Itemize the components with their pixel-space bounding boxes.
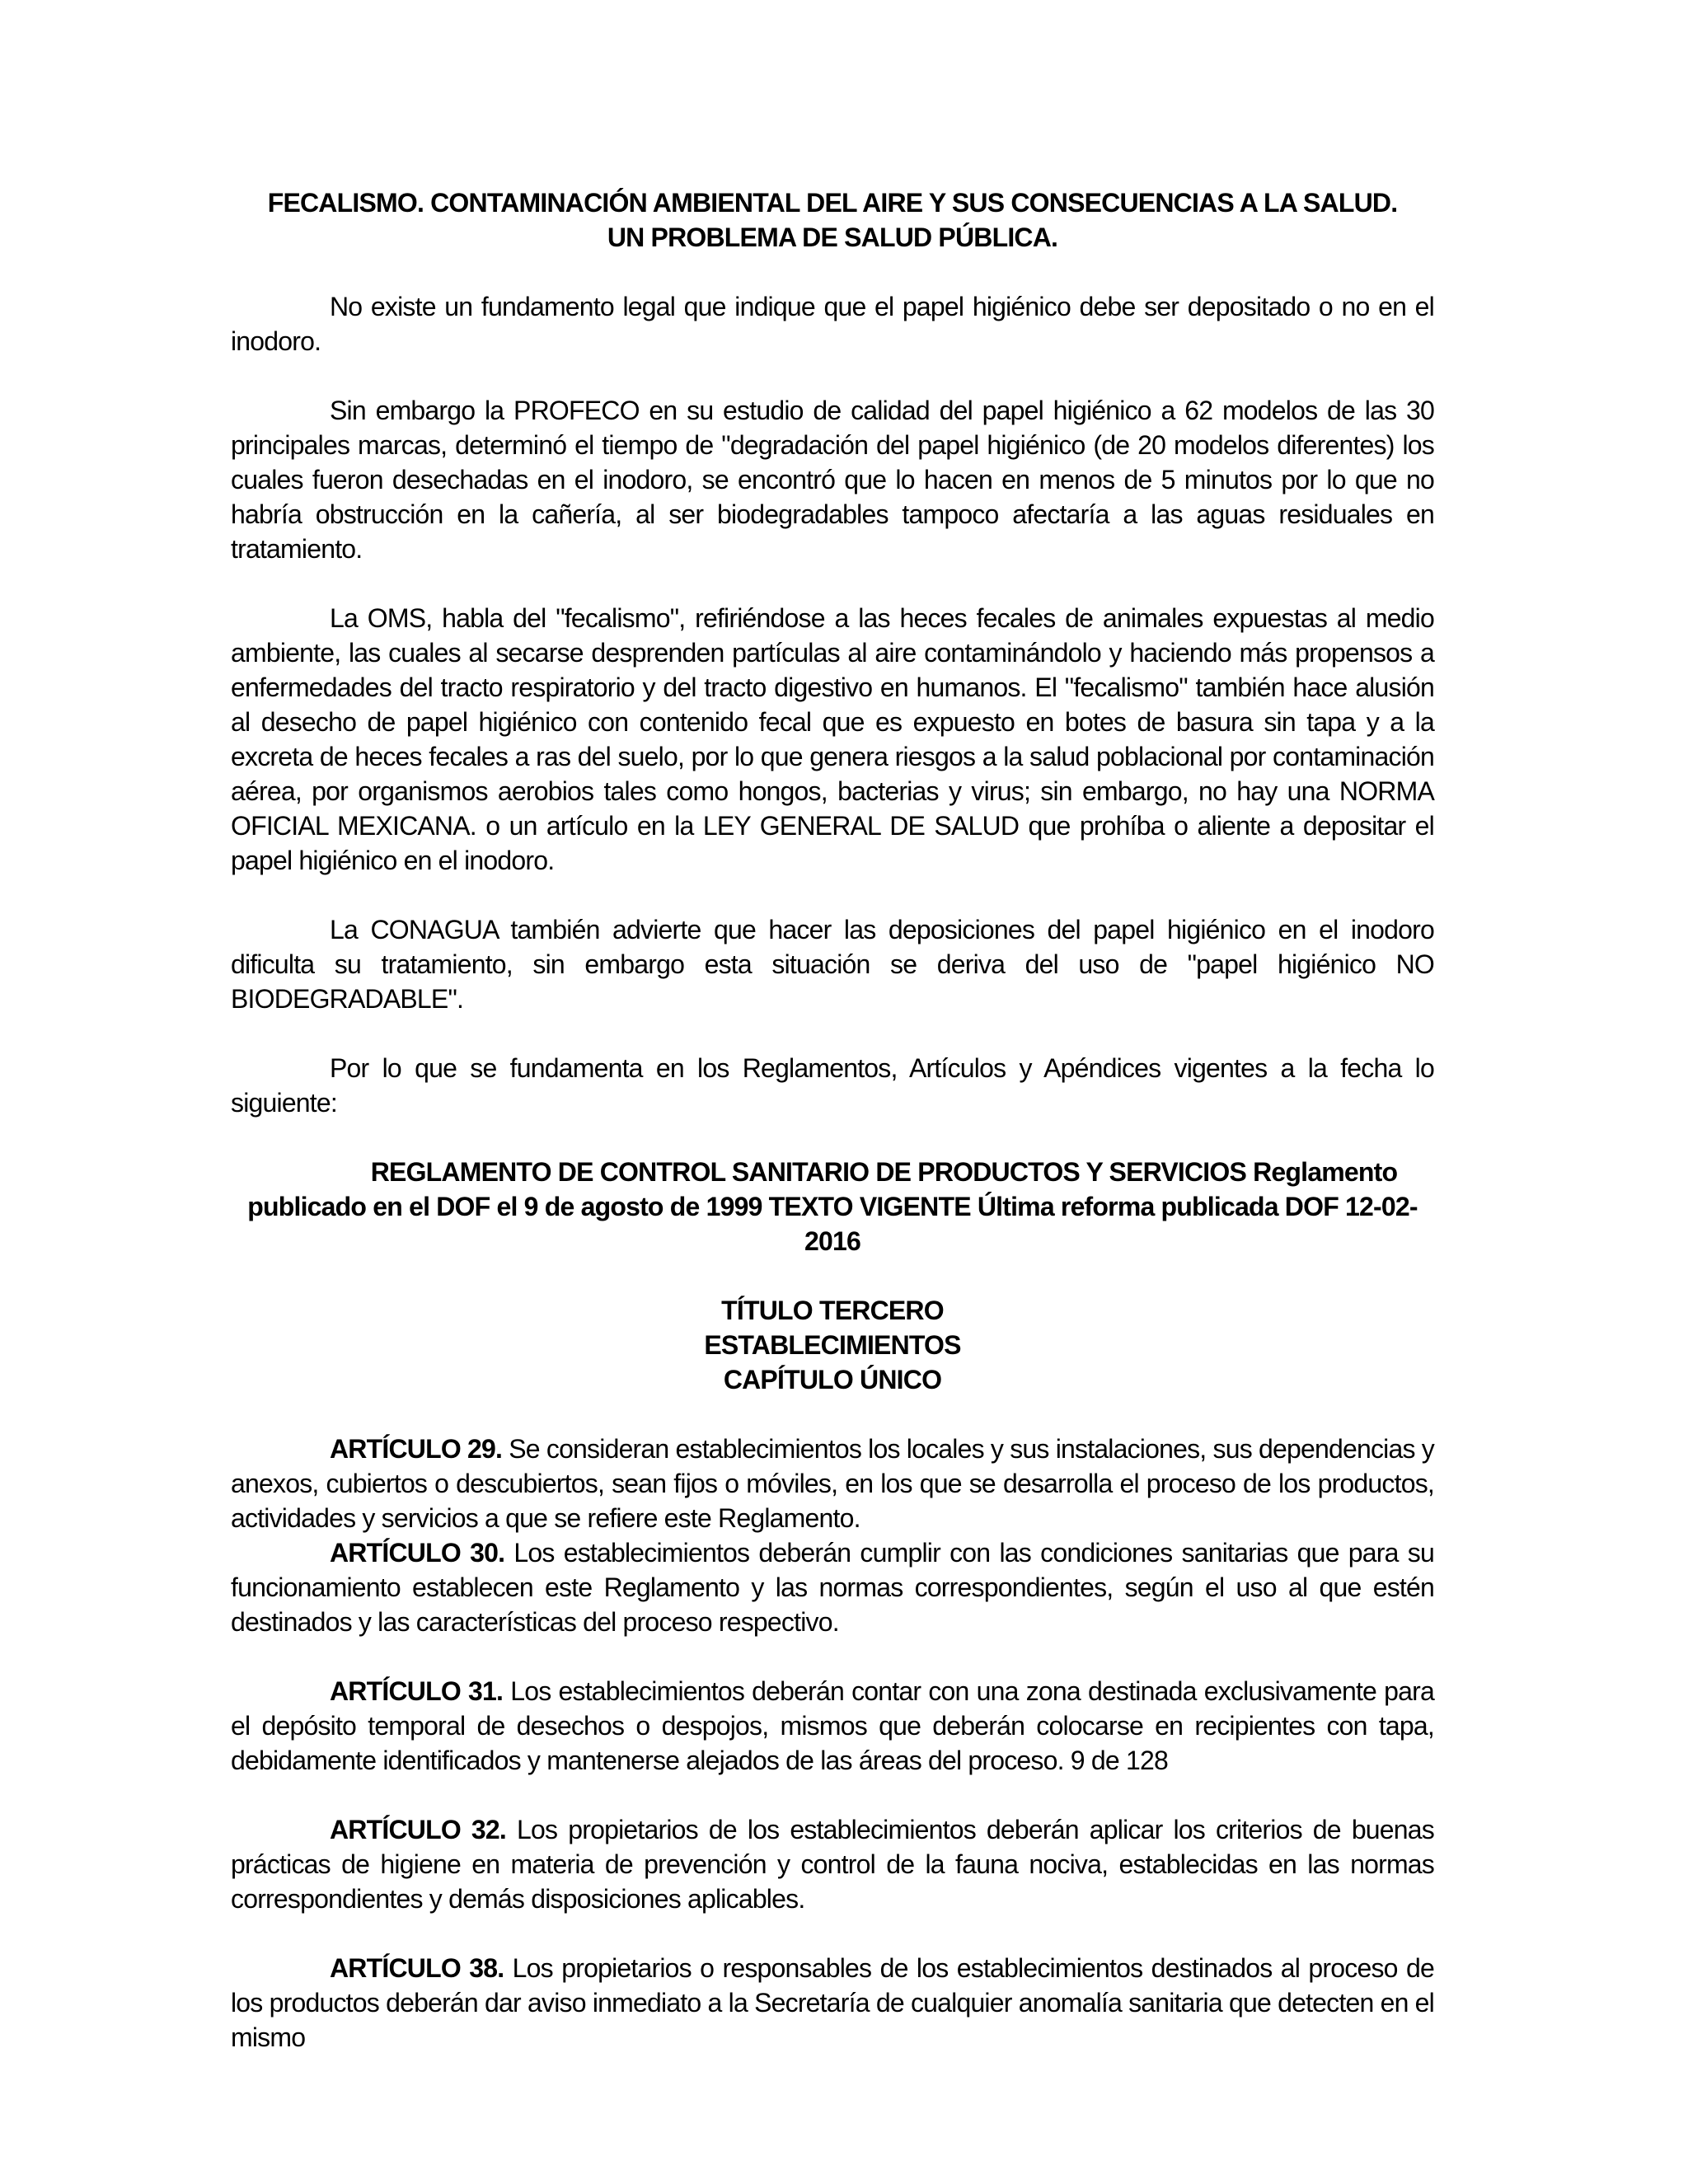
article-29-label: ARTÍCULO 29. bbox=[330, 1434, 503, 1464]
article-32-text: Los propietarios de los establecimientos deberán aplicar los criterios de buenas prácticas de higiene en materia de prevención y control de la fauna nociva, establecidas en las normas correspondientes y demás disposiciones aplicables. bbox=[231, 1815, 1434, 1914]
document-body bbox=[231, 185, 1434, 2055]
paragraph-oms: La OMS, habla del "fecalismo", refiriéndose a las heces fecales de animales expuestas al medio ambiente, las cuales al secarse desprenden partículas al aire contaminándolo y haciendo más propensos a enfermedades del tracto respiratorio y del tracto digestivo en humanos. El "fecalismo" también hace alusión al desecho de papel higiénico con contenido fecal que es expuesto en botes de basura sin tapa y a la excreta de heces fecales a ras del suelo, por lo que genera riesgos a la salud poblacional por contaminación aérea, por organismos aerobios tales como hongos, bacterias y virus; sin embargo, no hay una NORMA OFICIAL MEXICANA. o un artículo en la LEY GENERAL DE SALUD que prohíba o aliente a depositar el papel higiénico en el inodoro. bbox=[231, 603, 1434, 875]
paragraph-fundamento: Por lo que se fundamenta en los Reglamentos, Artículos y Apéndices vigentes a la fecha lo siguiente: bbox=[231, 1053, 1434, 1118]
article-31-label: ARTÍCULO 31. bbox=[330, 1676, 504, 1706]
article-32-label: ARTÍCULO 32. bbox=[330, 1815, 507, 1844]
capitulo-unico: CAPÍTULO ÚNICO bbox=[723, 1365, 942, 1394]
paragraph-profeco: Sin embargo la PROFECO en su estudio de calidad del papel higiénico a 62 modelos de las 30 principales marcas, determinó el tiempo de "degradación del papel higiénico (de 20 modelos diferentes) los cuales fueron desechadas en el inodoro, se encontró que lo hacen en menos de 5 minutos por lo que no habría obstrucción en la cañería, al ser biodegradables tampoco afectaría a las aguas residuales en tratamiento. bbox=[231, 396, 1434, 564]
article-30-label: ARTÍCULO 30. bbox=[330, 1538, 505, 1568]
regulation-heading bbox=[231, 1155, 1434, 1258]
paragraph-legal-basis: No existe un fundamento legal que indique que el papel higiénico debe ser depositado o no en el inodoro. bbox=[231, 292, 1434, 356]
article-32 bbox=[231, 1812, 1434, 1916]
titulo-tercero: TÍTULO TERCERO bbox=[721, 1296, 944, 1325]
article-38 bbox=[231, 1951, 1434, 2055]
article-31 bbox=[231, 1674, 1434, 1778]
section-heading bbox=[231, 1293, 1434, 1397]
article-38-label: ARTÍCULO 38. bbox=[330, 1953, 504, 1983]
article-38-text: Los propietarios o responsables de los establecimientos destinados al proceso de los productos deberán dar aviso inmediato a la Secretaría de cualquier anomalía sanitaria que detecten en el mismo bbox=[231, 1953, 1434, 2052]
regulation-heading-text: REGLAMENTO DE CONTROL SANITARIO DE PRODUCTOS Y SERVICIOS Reglamento publicado en el DOF el 9 de agosto de 1999 TEXTO VIGENTE Última reforma publicada DOF 12-02-2016 bbox=[247, 1157, 1418, 1256]
article-31-text: Los establecimientos deberán contar con una zona destinada exclusivamente para el depósito temporal de desechos o despojos, mismos que deberán colocarse en recipientes con tapa, debidamente identificados y mantenerse alejados de las áreas del proceso. 9 de 128 bbox=[231, 1676, 1434, 1775]
article-30 bbox=[231, 1535, 1434, 1639]
title-line-1: FECALISMO. CONTAMINACIÓN AMBIENTAL DEL AIRE Y SUS CONSECUENCIAS A LA SALUD. bbox=[267, 188, 1398, 218]
article-30-text: Los establecimientos deberán cumplir con las condiciones sanitarias que para su funcionamiento establecen este Reglamento y las normas correspondientes, según el uso al que estén destinados y las características del proceso respectivo. bbox=[231, 1538, 1434, 1637]
paragraph-conagua: La CONAGUA también advierte que hacer las deposiciones del papel higiénico en el inodoro dificulta su tratamiento, sin embargo esta situación se deriva del uso de "papel higiénico NO BIODEGRADABLE". bbox=[231, 915, 1434, 1014]
title-line-2: UN PROBLEMA DE SALUD PÚBLICA. bbox=[607, 223, 1058, 252]
establecimientos-heading: ESTABLECIMIENTOS bbox=[704, 1330, 961, 1360]
article-29 bbox=[231, 1432, 1434, 1535]
document-title bbox=[231, 185, 1434, 255]
article-29-text: Se consideran establecimientos los locales y sus instalaciones, sus dependencias y anexos, cubiertos o descubiertos, sean fijos o móviles, en los que se desarrolla el proceso de los productos, actividades y servicios a que se refiere este Reglamento. bbox=[231, 1434, 1434, 1533]
